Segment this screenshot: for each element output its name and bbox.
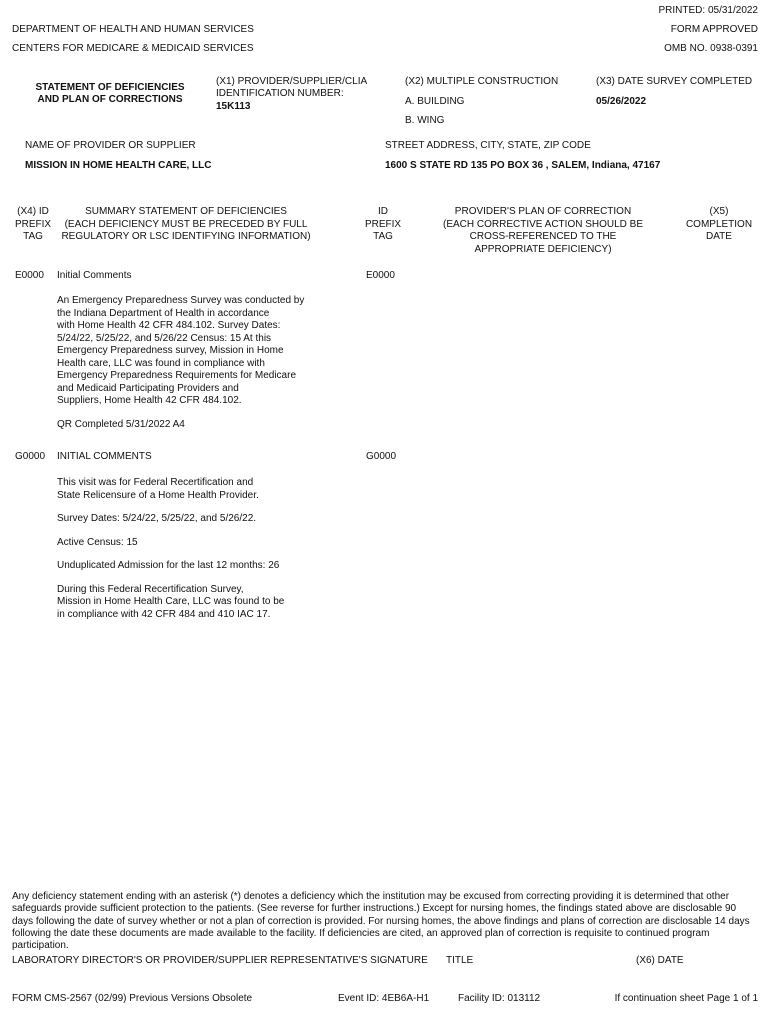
entry-body	[57, 295, 304, 442]
entry-paragraph: This visit was for Federal Recertification and State Relicensure of a Home Health Provider.	[57, 477, 259, 501]
entry-paragraph: Unduplicated Admission for the last 12 months: 26	[57, 560, 280, 571]
x2-building: A. BUILDING	[405, 96, 465, 107]
entry-title: INITIAL COMMENTS	[57, 451, 152, 462]
x1-value: 15K113	[216, 101, 251, 112]
entry-tag: E0000	[15, 270, 44, 281]
form-approved: FORM APPROVED	[670, 24, 758, 35]
address-label: STREET ADDRESS, CITY, STATE, ZIP CODE	[385, 140, 591, 151]
continuation-sheet: If continuation sheet Page 1 of 1	[614, 993, 758, 1004]
statement-title-line1: STATEMENT OF DEFICIENCIES	[35, 82, 185, 93]
address-value: 1600 S STATE RD 135 PO BOX 36 , SALEM, Indiana, 47167	[385, 160, 661, 171]
form-number: FORM CMS-2567 (02/99) Previous Versions Obsolete	[12, 993, 253, 1004]
entry-id-tag: G0000	[366, 451, 397, 462]
event-id: Event ID: 4EB6A-H1	[338, 993, 430, 1004]
facility-id: Facility ID: 013112	[458, 993, 541, 1004]
centers-name: CENTERS FOR MEDICARE & MEDICAID SERVICES	[12, 43, 254, 54]
x3-value: 05/26/2022	[596, 96, 647, 107]
provider-name-value: MISSION IN HOME HEALTH CARE, LLC	[25, 160, 212, 171]
entry-tag: G0000	[15, 451, 46, 462]
signature-label: LABORATORY DIRECTOR'S OR PROVIDER/SUPPLIER REPRESENTATIVE'S SIGNATURE	[12, 955, 428, 966]
department-name: DEPARTMENT OF HEALTH AND HUMAN SERVICES	[12, 24, 254, 35]
x2-wing: B. WING	[405, 115, 445, 126]
entry-paragraph: QR Completed 5/31/2022 A4	[57, 418, 185, 430]
col-x4-header: (X4) ID PREFIX TAG	[14, 206, 52, 242]
disclaimer-text: Any deficiency statement ending with an asterisk (*) denotes a deficiency which the institution may be excused from correcting providing it is determined that other safeguards provide sufficient protection to the patients. (See reverse for further instructions.) Except for nursing homes, the findings stated above are disclosable 90 days following the date of survey whether or not a plan of correction is provided. For nursing homes, the above findings and plans of correction are disclosable 14 days following the date these documents are made available to the facility. If deficiencies are cited, an approved plan of correction is requisite to continued program participation.	[12, 891, 750, 952]
x2-label: (X2) MULTIPLE CONSTRUCTION	[405, 76, 559, 87]
col-id-header: ID PREFIX TAG	[364, 206, 402, 242]
omb-number: OMB NO. 0938-0391	[664, 43, 758, 54]
entry-id-tag: E0000	[366, 270, 395, 281]
x6-date-label: (X6) DATE	[636, 955, 684, 966]
entry-body	[57, 477, 284, 632]
printed-date: PRINTED: 05/31/2022	[658, 5, 758, 16]
col-x5-header: (X5) COMPLETION DATE	[685, 206, 753, 242]
title-label: TITLE	[446, 955, 474, 966]
col-summary-header: SUMMARY STATEMENT OF DEFICIENCIES (EACH DEFICIENCY MUST BE PRECEDED BY FULL REGULATORY OR LSC IDENTIFYING INFORMATION)	[61, 206, 311, 242]
entry-paragraph: An Emergency Preparedness Survey was conducted by the Indiana Department of Health in accordance with Home Health 42 CFR 484.102. Survey Dates: 5/24/22, 5/25/22, and 5/26/22 Census: 15 At this Emergency Preparedness survey, Mission in Home Health care, LLC was found in compliance with Emergency Preparedness Requirements for Medicare and Medicaid Participating Providers and Suppliers, Home Health 42 CFR 484.102.	[57, 295, 305, 406]
x1-label-line1: (X1) PROVIDER/SUPPLIER/CLIA	[216, 76, 368, 87]
statement-title-line2: AND PLAN OF CORRECTIONS	[37, 94, 183, 105]
entry-paragraph: During this Federal Recertification Survey, Mission in Home Health Care, LLC was found to be in compliance with 42 CFR 484 and 410 IAC 17.	[57, 583, 285, 620]
entry-title: Initial Comments	[57, 270, 132, 281]
entry-paragraph: Active Census: 15	[57, 536, 138, 548]
entry-paragraph: Survey Dates: 5/24/22, 5/25/22, and 5/26/22.	[57, 513, 257, 524]
x1-label-line2: IDENTIFICATION NUMBER:	[216, 88, 344, 99]
provider-name-label: NAME OF PROVIDER OR SUPPLIER	[25, 140, 196, 151]
col-plan-header: PROVIDER'S PLAN OF CORRECTION (EACH CORRECTIVE ACTION SHOULD BE CROSS-REFERENCED TO THE APPROPRIATE DEFICIENCY)	[442, 206, 644, 255]
x3-label: (X3) DATE SURVEY COMPLETED	[596, 76, 753, 87]
